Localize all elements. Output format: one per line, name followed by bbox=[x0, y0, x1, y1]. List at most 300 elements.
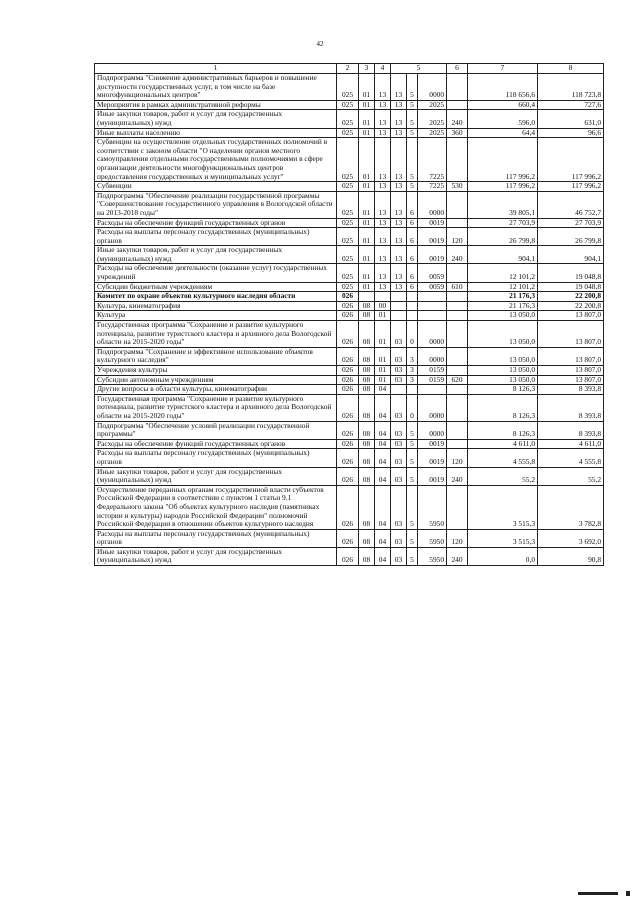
row-cell-c5a bbox=[391, 301, 407, 311]
row-label: Иные закупки товаров, работ и услуг для государственных (муниципальных) нужд bbox=[95, 547, 337, 565]
row-cell-c4: 13 bbox=[375, 191, 391, 218]
row-cell-c6 bbox=[447, 292, 468, 302]
row-cell-c5a: 03 bbox=[391, 366, 407, 376]
row-cell-c3: 01 bbox=[359, 246, 375, 264]
header-cell: 1 bbox=[95, 64, 337, 74]
table-row bbox=[95, 375, 604, 385]
row-cell-c5a: 13 bbox=[391, 218, 407, 228]
row-cell-c2: 025 bbox=[337, 228, 359, 246]
row-cell-c5a: 03 bbox=[391, 439, 407, 449]
row-cell-c5a: 03 bbox=[391, 421, 407, 439]
row-cell-c3: 01 bbox=[359, 74, 375, 101]
row-cell-c3: 01 bbox=[359, 264, 375, 282]
row-cell-c5c bbox=[418, 385, 447, 395]
row-cell-c6: 240 bbox=[447, 110, 468, 128]
row-cell-c5c: 0019 bbox=[418, 467, 447, 485]
row-cell-c5b: 0 bbox=[407, 321, 418, 348]
row-cell-c6 bbox=[447, 485, 468, 529]
row-cell-c3: 01 bbox=[359, 218, 375, 228]
row-cell-c5b: 5 bbox=[407, 547, 418, 565]
row-cell-c8: 19 048,8 bbox=[538, 264, 604, 282]
row-cell-c5a: 13 bbox=[391, 182, 407, 192]
row-cell-c2: 025 bbox=[337, 74, 359, 101]
row-cell-c2: 026 bbox=[337, 394, 359, 421]
row-cell-c7: 8 126,3 bbox=[468, 394, 538, 421]
row-cell-c2: 026 bbox=[337, 529, 359, 547]
row-cell-c2: 025 bbox=[337, 191, 359, 218]
row-cell-c8: 27 703,9 bbox=[538, 218, 604, 228]
row-cell-c5a: 03 bbox=[391, 394, 407, 421]
row-cell-c2: 025 bbox=[337, 282, 359, 292]
row-cell-c4: 04 bbox=[375, 439, 391, 449]
budget-table bbox=[94, 63, 604, 566]
row-cell-c5b: 5 bbox=[407, 110, 418, 128]
row-cell-c8: 26 799,8 bbox=[538, 228, 604, 246]
row-cell-c3: 08 bbox=[359, 529, 375, 547]
row-cell-c8: 96,6 bbox=[538, 128, 604, 138]
row-cell-c8: 4 611,0 bbox=[538, 439, 604, 449]
row-label: Иные закупки товаров, работ и услуг для государственных (муниципальных) нужд bbox=[95, 110, 337, 128]
row-cell-c5c bbox=[418, 301, 447, 311]
row-cell-c6 bbox=[447, 321, 468, 348]
header-cell: 8 bbox=[538, 64, 604, 74]
row-label: Государственная программа "Сохранение и развитие культурного потенциала, развитие туристского кластера и архивного дела Вологодской области на 2015-2020 годы" bbox=[95, 394, 337, 421]
row-cell-c3: 08 bbox=[359, 311, 375, 321]
row-cell-c2: 025 bbox=[337, 218, 359, 228]
row-label: Субсидии бюджетным учреждениям bbox=[95, 282, 337, 292]
row-cell-c2: 025 bbox=[337, 110, 359, 128]
row-cell-c6 bbox=[447, 366, 468, 376]
row-cell-c5b: 6 bbox=[407, 264, 418, 282]
row-cell-c5c: 0019 bbox=[418, 449, 447, 467]
row-cell-c2: 026 bbox=[337, 366, 359, 376]
row-cell-c8: 4 555,8 bbox=[538, 449, 604, 467]
row-cell-c5a: 13 bbox=[391, 110, 407, 128]
row-cell-c5a: 03 bbox=[391, 467, 407, 485]
row-cell-c5b bbox=[407, 292, 418, 302]
row-cell-c4: 13 bbox=[375, 100, 391, 110]
row-cell-c7: 118 656,6 bbox=[468, 74, 538, 101]
row-cell-c6: 610 bbox=[447, 282, 468, 292]
row-cell-c3: 01 bbox=[359, 282, 375, 292]
row-cell-c6: 620 bbox=[447, 375, 468, 385]
row-cell-c5a: 03 bbox=[391, 375, 407, 385]
row-cell-c5a bbox=[391, 385, 407, 395]
row-cell-c6: 240 bbox=[447, 467, 468, 485]
row-cell-c2: 026 bbox=[337, 321, 359, 348]
row-cell-c8: 3 782,8 bbox=[538, 485, 604, 529]
row-cell-c5c: 0019 bbox=[418, 218, 447, 228]
header-cell: 4 bbox=[375, 64, 391, 74]
row-cell-c8: 46 752,7 bbox=[538, 191, 604, 218]
row-cell-c7: 904,1 bbox=[468, 246, 538, 264]
row-cell-c3: 08 bbox=[359, 301, 375, 311]
row-cell-c3: 08 bbox=[359, 439, 375, 449]
table-row bbox=[95, 449, 604, 467]
row-cell-c5c: 7225 bbox=[418, 138, 447, 182]
row-label: Иные закупки товаров, работ и услуг для государственных (муниципальных) нужд bbox=[95, 467, 337, 485]
table-row bbox=[95, 394, 604, 421]
row-cell-c5a: 03 bbox=[391, 529, 407, 547]
row-cell-c7: 26 799,8 bbox=[468, 228, 538, 246]
table-row bbox=[95, 321, 604, 348]
row-cell-c8: 904,1 bbox=[538, 246, 604, 264]
row-cell-c5c bbox=[418, 311, 447, 321]
row-cell-c7: 13 050,0 bbox=[468, 321, 538, 348]
table-row bbox=[95, 246, 604, 264]
row-cell-c4: 01 bbox=[375, 366, 391, 376]
row-cell-c2: 026 bbox=[337, 485, 359, 529]
row-cell-c5a: 13 bbox=[391, 191, 407, 218]
row-cell-c8: 727,6 bbox=[538, 100, 604, 110]
row-cell-c6 bbox=[447, 385, 468, 395]
row-cell-c2: 026 bbox=[337, 311, 359, 321]
row-cell-c7: 12 101,2 bbox=[468, 282, 538, 292]
table-row bbox=[95, 547, 604, 565]
row-cell-c7: 21 176,3 bbox=[468, 301, 538, 311]
row-cell-c4: 13 bbox=[375, 138, 391, 182]
row-cell-c5b: 3 bbox=[407, 366, 418, 376]
row-label: Расходы на обеспечение функций государственных органов bbox=[95, 439, 337, 449]
row-cell-c3 bbox=[359, 292, 375, 302]
row-cell-c8: 8 393,8 bbox=[538, 421, 604, 439]
row-cell-c8: 55,2 bbox=[538, 467, 604, 485]
row-cell-c4: 13 bbox=[375, 246, 391, 264]
row-cell-c5a: 13 bbox=[391, 282, 407, 292]
row-cell-c5b: 3 bbox=[407, 347, 418, 365]
row-cell-c7: 4 611,0 bbox=[468, 439, 538, 449]
row-cell-c7: 660,4 bbox=[468, 100, 538, 110]
row-label: Иные выплаты населению bbox=[95, 128, 337, 138]
row-cell-c7: 4 555,8 bbox=[468, 449, 538, 467]
row-cell-c7: 117 996,2 bbox=[468, 182, 538, 192]
row-cell-c3: 08 bbox=[359, 449, 375, 467]
row-cell-c7: 21 176,3 bbox=[468, 292, 538, 302]
row-cell-c5c: 0000 bbox=[418, 191, 447, 218]
row-cell-c7: 3 515,3 bbox=[468, 529, 538, 547]
row-cell-c6: 120 bbox=[447, 449, 468, 467]
row-cell-c4: 04 bbox=[375, 467, 391, 485]
row-cell-c6 bbox=[447, 138, 468, 182]
row-cell-c5b: 6 bbox=[407, 191, 418, 218]
row-cell-c5b: 5 bbox=[407, 421, 418, 439]
row-cell-c7: 27 703,9 bbox=[468, 218, 538, 228]
row-cell-c5b: 6 bbox=[407, 228, 418, 246]
row-cell-c4: 04 bbox=[375, 547, 391, 565]
row-cell-c5c: 0000 bbox=[418, 74, 447, 101]
row-label: Учреждения культуры bbox=[95, 366, 337, 376]
row-cell-c2: 026 bbox=[337, 449, 359, 467]
row-cell-c8: 117 996,2 bbox=[538, 182, 604, 192]
row-cell-c5c: 2025 bbox=[418, 110, 447, 128]
row-cell-c5a: 13 bbox=[391, 246, 407, 264]
row-cell-c8: 13 807,0 bbox=[538, 321, 604, 348]
row-cell-c2: 025 bbox=[337, 138, 359, 182]
row-label: Другие вопросы в области культуры, кинематографии bbox=[95, 385, 337, 395]
row-cell-c4: 00 bbox=[375, 301, 391, 311]
table-row bbox=[95, 128, 604, 138]
row-label: Расходы на обеспечение деятельности (оказание услуг) государственных учреждений bbox=[95, 264, 337, 282]
row-cell-c5a: 03 bbox=[391, 485, 407, 529]
row-cell-c7: 13 050,0 bbox=[468, 366, 538, 376]
row-cell-c6: 240 bbox=[447, 246, 468, 264]
row-cell-c5b: 5 bbox=[407, 467, 418, 485]
row-cell-c7: 8 126,3 bbox=[468, 385, 538, 395]
row-cell-c5b bbox=[407, 385, 418, 395]
row-cell-c6: 360 bbox=[447, 128, 468, 138]
row-cell-c5b: 5 bbox=[407, 128, 418, 138]
table-row bbox=[95, 485, 604, 529]
row-cell-c8: 117 996,2 bbox=[538, 138, 604, 182]
table-row bbox=[95, 421, 604, 439]
row-cell-c3: 08 bbox=[359, 547, 375, 565]
row-label: Комитет по охране объектов культурного наследия области bbox=[95, 292, 337, 302]
row-cell-c4: 13 bbox=[375, 218, 391, 228]
row-cell-c3: 01 bbox=[359, 110, 375, 128]
row-cell-c5c: 0019 bbox=[418, 439, 447, 449]
row-cell-c3: 08 bbox=[359, 347, 375, 365]
table-row bbox=[95, 228, 604, 246]
row-label: Подпрограмма "Обеспечение реализации государственной программы "Совершенствование государственного управления в Вологодской области на 2013-2018 годы" bbox=[95, 191, 337, 218]
row-cell-c7: 13 050,0 bbox=[468, 311, 538, 321]
row-cell-c3: 01 bbox=[359, 228, 375, 246]
row-cell-c2: 026 bbox=[337, 385, 359, 395]
row-cell-c8: 13 807,0 bbox=[538, 311, 604, 321]
row-cell-c6 bbox=[447, 421, 468, 439]
row-cell-c2: 026 bbox=[337, 301, 359, 311]
row-cell-c7: 117 996,2 bbox=[468, 138, 538, 182]
header-row bbox=[95, 64, 604, 74]
row-cell-c7: 8 126,3 bbox=[468, 421, 538, 439]
scan-mark bbox=[578, 892, 618, 895]
row-cell-c5c: 0000 bbox=[418, 321, 447, 348]
row-cell-c2: 026 bbox=[337, 292, 359, 302]
row-cell-c2: 025 bbox=[337, 264, 359, 282]
row-cell-c4: 13 bbox=[375, 282, 391, 292]
row-cell-c7: 596,0 bbox=[468, 110, 538, 128]
row-cell-c3: 08 bbox=[359, 485, 375, 529]
row-cell-c5c: 0159 bbox=[418, 375, 447, 385]
row-cell-c2: 026 bbox=[337, 375, 359, 385]
table-row bbox=[95, 347, 604, 365]
row-cell-c6 bbox=[447, 311, 468, 321]
row-cell-c2: 026 bbox=[337, 421, 359, 439]
page-number: 42 bbox=[316, 40, 324, 48]
row-cell-c6 bbox=[447, 394, 468, 421]
row-cell-c8: 8 393,8 bbox=[538, 385, 604, 395]
table-row bbox=[95, 282, 604, 292]
row-cell-c3: 08 bbox=[359, 375, 375, 385]
row-cell-c5b: 5 bbox=[407, 138, 418, 182]
row-cell-c7: 12 101,2 bbox=[468, 264, 538, 282]
table-row bbox=[95, 264, 604, 282]
table-row bbox=[95, 138, 604, 182]
row-cell-c5a: 03 bbox=[391, 347, 407, 365]
row-cell-c5b: 5 bbox=[407, 449, 418, 467]
row-cell-c5b: 5 bbox=[407, 74, 418, 101]
row-cell-c8: 13 807,0 bbox=[538, 347, 604, 365]
row-cell-c6 bbox=[447, 191, 468, 218]
row-cell-c8: 118 723,8 bbox=[538, 74, 604, 101]
row-cell-c3: 01 bbox=[359, 100, 375, 110]
row-cell-c3: 01 bbox=[359, 182, 375, 192]
row-cell-c7: 55,2 bbox=[468, 467, 538, 485]
row-cell-c5b: 5 bbox=[407, 529, 418, 547]
row-cell-c5c: 0000 bbox=[418, 421, 447, 439]
row-cell-c6 bbox=[447, 301, 468, 311]
table-row bbox=[95, 110, 604, 128]
row-cell-c3: 01 bbox=[359, 128, 375, 138]
row-cell-c6: 120 bbox=[447, 228, 468, 246]
row-cell-c3: 08 bbox=[359, 467, 375, 485]
table-row bbox=[95, 191, 604, 218]
row-label: Субсидии автономным учреждениям bbox=[95, 375, 337, 385]
row-cell-c4: 01 bbox=[375, 375, 391, 385]
row-cell-c4: 13 bbox=[375, 182, 391, 192]
row-cell-c4: 04 bbox=[375, 385, 391, 395]
row-cell-c6 bbox=[447, 218, 468, 228]
row-cell-c2: 026 bbox=[337, 467, 359, 485]
row-cell-c5b bbox=[407, 301, 418, 311]
row-cell-c2: 025 bbox=[337, 100, 359, 110]
table-row bbox=[95, 100, 604, 110]
row-cell-c7: 13 050,0 bbox=[468, 347, 538, 365]
row-cell-c8: 631,0 bbox=[538, 110, 604, 128]
row-cell-c5c: 0159 bbox=[418, 366, 447, 376]
row-cell-c8: 90,8 bbox=[538, 547, 604, 565]
row-label: Культура bbox=[95, 311, 337, 321]
row-cell-c8: 3 692,0 bbox=[538, 529, 604, 547]
row-cell-c5a bbox=[391, 292, 407, 302]
row-cell-c3: 08 bbox=[359, 385, 375, 395]
row-cell-c4: 13 bbox=[375, 74, 391, 101]
row-cell-c5a: 03 bbox=[391, 547, 407, 565]
table-row bbox=[95, 182, 604, 192]
row-cell-c4: 13 bbox=[375, 128, 391, 138]
row-cell-c5b: 6 bbox=[407, 246, 418, 264]
row-cell-c6 bbox=[447, 100, 468, 110]
row-cell-c5a: 13 bbox=[391, 74, 407, 101]
row-cell-c5b: 5 bbox=[407, 182, 418, 192]
row-cell-c5c: 2025 bbox=[418, 128, 447, 138]
row-cell-c2: 025 bbox=[337, 246, 359, 264]
header-cell: 2 bbox=[337, 64, 359, 74]
row-label: Подпрограмма "Обеспечение условий реализации государственной программы" bbox=[95, 421, 337, 439]
row-label: Мероприятия в рамках административной реформы bbox=[95, 100, 337, 110]
table-row bbox=[95, 366, 604, 376]
row-cell-c7: 39 805,1 bbox=[468, 191, 538, 218]
row-cell-c5b: 5 bbox=[407, 100, 418, 110]
row-cell-c5c: 0059 bbox=[418, 282, 447, 292]
row-cell-c6: 530 bbox=[447, 182, 468, 192]
row-cell-c4: 01 bbox=[375, 347, 391, 365]
row-cell-c7: 3 515,3 bbox=[468, 485, 538, 529]
row-cell-c5c: 0059 bbox=[418, 264, 447, 282]
row-cell-c3: 01 bbox=[359, 138, 375, 182]
row-cell-c5b: 0 bbox=[407, 394, 418, 421]
row-label: Государственная программа "Сохранение и развитие культурного потенциала, развитие туристского кластера и архивного дела Вологодской области на 2015-2020 годы" bbox=[95, 321, 337, 348]
row-cell-c5a: 03 bbox=[391, 449, 407, 467]
header-cell: 3 bbox=[359, 64, 375, 74]
row-cell-c5b bbox=[407, 311, 418, 321]
row-cell-c6: 120 bbox=[447, 529, 468, 547]
row-cell-c4: 04 bbox=[375, 394, 391, 421]
row-cell-c5a: 13 bbox=[391, 138, 407, 182]
row-label: Подпрограмма "Снижение административных барьеров и повышение доступности государственных услуг, в том числе на базе многофункциональных центров" bbox=[95, 74, 337, 101]
row-cell-c6 bbox=[447, 264, 468, 282]
row-cell-c5a: 03 bbox=[391, 321, 407, 348]
row-cell-c3: 08 bbox=[359, 321, 375, 348]
row-cell-c5c bbox=[418, 292, 447, 302]
row-label: Иные закупки товаров, работ и услуг для государственных (муниципальных) нужд bbox=[95, 246, 337, 264]
row-cell-c4: 01 bbox=[375, 321, 391, 348]
row-label: Субвенции на осуществление отдельных государственных полномочий в соответствии с законом области "О наделении органов местного самоуправления отдельными государственными полномочиями в сфере организации деятельности многофункциональных центров предоставления государственных и муниципальных услуг" bbox=[95, 138, 337, 182]
row-cell-c5c: 7225 bbox=[418, 182, 447, 192]
row-cell-c4: 04 bbox=[375, 529, 391, 547]
row-cell-c4: 13 bbox=[375, 228, 391, 246]
row-cell-c4: 01 bbox=[375, 311, 391, 321]
row-cell-c3: 08 bbox=[359, 421, 375, 439]
row-label: Подпрограмма "Сохранение и эффективное использование объектов культурного наследия" bbox=[95, 347, 337, 365]
row-label: Культура, кинематография bbox=[95, 301, 337, 311]
row-cell-c2: 026 bbox=[337, 439, 359, 449]
row-cell-c6 bbox=[447, 439, 468, 449]
row-cell-c5b: 5 bbox=[407, 439, 418, 449]
row-cell-c2: 025 bbox=[337, 128, 359, 138]
row-cell-c4: 13 bbox=[375, 110, 391, 128]
row-label: Расходы на выплаты персоналу государственных (муниципальных) органов bbox=[95, 228, 337, 246]
row-cell-c5a: 13 bbox=[391, 228, 407, 246]
row-cell-c5b: 3 bbox=[407, 375, 418, 385]
row-cell-c2: 025 bbox=[337, 182, 359, 192]
table-row bbox=[95, 301, 604, 311]
row-cell-c5c: 0000 bbox=[418, 394, 447, 421]
row-cell-c8: 13 807,0 bbox=[538, 375, 604, 385]
row-cell-c5c: 2025 bbox=[418, 100, 447, 110]
table-row bbox=[95, 467, 604, 485]
row-cell-c8: 22 200,8 bbox=[538, 292, 604, 302]
row-cell-c8: 22 200,8 bbox=[538, 301, 604, 311]
row-cell-c5c: 0019 bbox=[418, 246, 447, 264]
row-cell-c5c: 0019 bbox=[418, 228, 447, 246]
header-cell: 7 bbox=[468, 64, 538, 74]
table-row bbox=[95, 529, 604, 547]
table-row bbox=[95, 218, 604, 228]
row-cell-c8: 19 048,8 bbox=[538, 282, 604, 292]
row-cell-c5c: 5950 bbox=[418, 547, 447, 565]
row-cell-c4: 04 bbox=[375, 449, 391, 467]
row-cell-c6 bbox=[447, 347, 468, 365]
row-label: Расходы на выплаты персоналу государственных (муниципальных) органов bbox=[95, 529, 337, 547]
row-cell-c5b: 6 bbox=[407, 282, 418, 292]
row-cell-c3: 01 bbox=[359, 191, 375, 218]
row-cell-c5c: 5950 bbox=[418, 529, 447, 547]
table-row bbox=[95, 292, 604, 302]
header-cell: 6 bbox=[447, 64, 468, 74]
row-cell-c3: 08 bbox=[359, 366, 375, 376]
row-cell-c5b: 6 bbox=[407, 218, 418, 228]
table-row bbox=[95, 385, 604, 395]
row-cell-c6 bbox=[447, 74, 468, 101]
row-cell-c8: 13 807,0 bbox=[538, 366, 604, 376]
row-cell-c4: 04 bbox=[375, 485, 391, 529]
table-row bbox=[95, 439, 604, 449]
row-cell-c5a: 13 bbox=[391, 264, 407, 282]
scan-mark bbox=[626, 891, 630, 896]
row-cell-c4: 13 bbox=[375, 264, 391, 282]
row-cell-c4 bbox=[375, 292, 391, 302]
row-cell-c5a bbox=[391, 311, 407, 321]
